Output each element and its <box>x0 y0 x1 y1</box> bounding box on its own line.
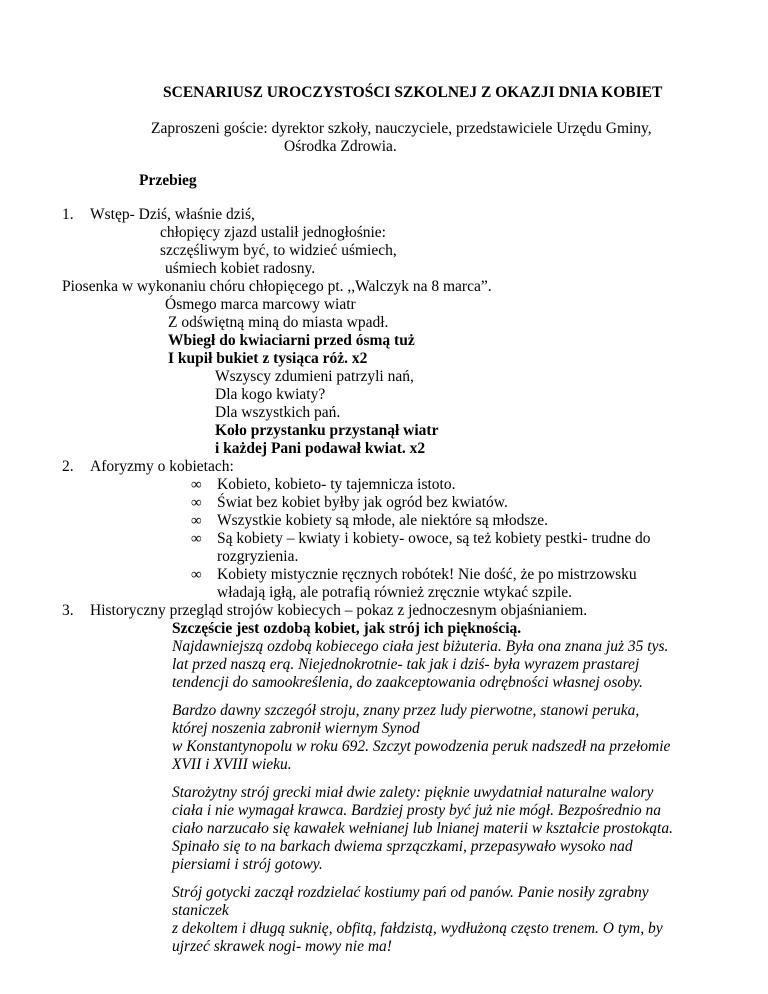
aphorism-item: Kobiety mistycznie ręcznych robótek! Nie dość, że po mistrzowsku <box>217 566 637 583</box>
aphorism-item: Kobieto, kobieto- ty tajemnicza istoto. <box>217 476 456 493</box>
jewelry-paragraph-line: lat przed naszą erą. Niejednokrotnie- tak jak i dziś- była wyrazem prastarej <box>172 656 640 673</box>
guests-line-2: Ośrodka Zdrowia. <box>284 138 397 155</box>
gothic-costume-paragraph-line: z dekoltem i długą suknię, obfitą, fałdzistą, wydłużoną często trenem. O tym, by <box>172 920 663 937</box>
song-line-bold: I kupił bukiet z tysiąca róż. x2 <box>168 350 368 367</box>
section-heading-przebieg: Przebieg <box>139 172 197 189</box>
guests-line-1: Zaproszeni goście: dyrektor szkoły, nauczyciele, przedstawiciele Urzędu Gminy, <box>151 120 652 137</box>
infinity-bullet-icon: ∞ <box>191 513 202 529</box>
song-line-bold: Wbiegł do kwiaciarni przed ósmą tuż <box>168 332 415 349</box>
wig-paragraph-line: w Konstantynopolu w roku 692. Szczyt powodzenia peruk nadszedł na przełomie <box>172 738 671 755</box>
item-number-3: 3. <box>62 602 74 619</box>
intro-line: szczęśliwym być, to widzieć uśmiech, <box>160 242 397 259</box>
intro-line: Wstęp- Dziś, właśnie dziś, <box>90 206 255 223</box>
costume-review-heading: Historyczny przegląd strojów kobiecych – pokaz z jednoczesnym objaśnianiem. <box>90 602 588 619</box>
song-intro: Piosenka w wykonaniu chóru chłopięcego pt. ,,Walczyk na 8 marca”. <box>62 278 492 295</box>
infinity-bullet-icon: ∞ <box>191 531 202 547</box>
greek-costume-paragraph-line: ciała i nie wymagał krawca. Bardziej prosty być już nie mógł. Bezpośrednio na <box>172 802 662 819</box>
aphorism-item-continued: rozgryzienia. <box>217 548 299 565</box>
aphorism-item: Wszystkie kobiety są młode, ale niektóre są młodsze. <box>217 512 549 529</box>
infinity-bullet-icon: ∞ <box>191 567 202 583</box>
gothic-costume-paragraph-line: staniczek <box>172 902 229 919</box>
aphorisms-heading: Aforyzmy o kobietach: <box>90 458 234 475</box>
intro-line: uśmiech kobiet radosny. <box>165 260 316 277</box>
item-number-1: 1. <box>62 206 74 223</box>
item-number-2: 2. <box>62 458 74 475</box>
motto: Szczęście jest ozdobą kobiet, jak strój ich pięknością. <box>172 620 522 637</box>
wig-paragraph-line: XVII i XVIII wieku. <box>172 756 292 773</box>
song-line: Z odświętną miną do miasta wpadł. <box>168 314 389 331</box>
song-line: Wszyscy zdumieni patrzyli nań, <box>215 368 414 385</box>
greek-costume-paragraph-line: piersiami i strój gotowy. <box>172 856 323 873</box>
wig-paragraph-line: Bardzo dawny szczegół stroju, znany przez ludy pierwotne, stanowi peruka, <box>172 702 640 719</box>
gothic-costume-paragraph-line: ujrzeć skrawek nogi- mowy nie ma! <box>172 938 392 955</box>
wig-paragraph-line: której noszenia zabronił wiernym Synod <box>172 720 420 737</box>
jewelry-paragraph-line: tendencji do samookreślenia, do zaakceptowania odrębności własnej osoby. <box>172 674 643 691</box>
intro-line: chłopięcy zjazd ustalił jednogłośnie: <box>160 224 386 241</box>
aphorism-item: Świat bez kobiet byłby jak ogród bez kwiatów. <box>217 494 508 511</box>
song-line: Ósmego marca marcowy wiatr <box>165 296 356 313</box>
song-line-bold: Koło przystanku przystanął wiatr <box>215 422 439 439</box>
greek-costume-paragraph-line: Starożytny strój grecki miał dwie zalety: pięknie uwydatniał naturalne walory <box>172 784 654 801</box>
jewelry-paragraph-line: Najdawniejszą ozdobą kobiecego ciała jest biżuteria. Była ona znana już 35 tys. <box>172 638 669 655</box>
aphorism-item-continued: władają igłą, ale potrafią również zręcznie wtykać szpile. <box>217 584 573 601</box>
infinity-bullet-icon: ∞ <box>191 495 202 511</box>
greek-costume-paragraph-line: ciało narzucało się kawałek wełnianej lub lnianej materii w kształcie prostokąta. <box>172 820 673 837</box>
infinity-bullet-icon: ∞ <box>191 477 202 493</box>
page-title: SCENARIUSZ UROCZYSTOŚCI SZKOLNEJ Z OKAZJI DNIA KOBIET <box>163 84 663 101</box>
gothic-costume-paragraph-line: Strój gotycki zaczął rozdzielać kostiumy pań od panów. Panie nosiły zgrabny <box>172 884 649 901</box>
song-line: Dla wszystkich pań. <box>215 404 341 421</box>
song-line: Dla kogo kwiaty? <box>215 386 326 403</box>
greek-costume-paragraph-line: Spinało się to na barkach dwiema sprzączkami, przepasywało wysoko nad <box>172 838 633 855</box>
song-line-bold: i każdej Pani podawał kwiat. x2 <box>215 440 426 457</box>
aphorism-item: Są kobiety – kwiaty i kobiety- owoce, są też kobiety pestki- trudne do <box>217 530 651 547</box>
